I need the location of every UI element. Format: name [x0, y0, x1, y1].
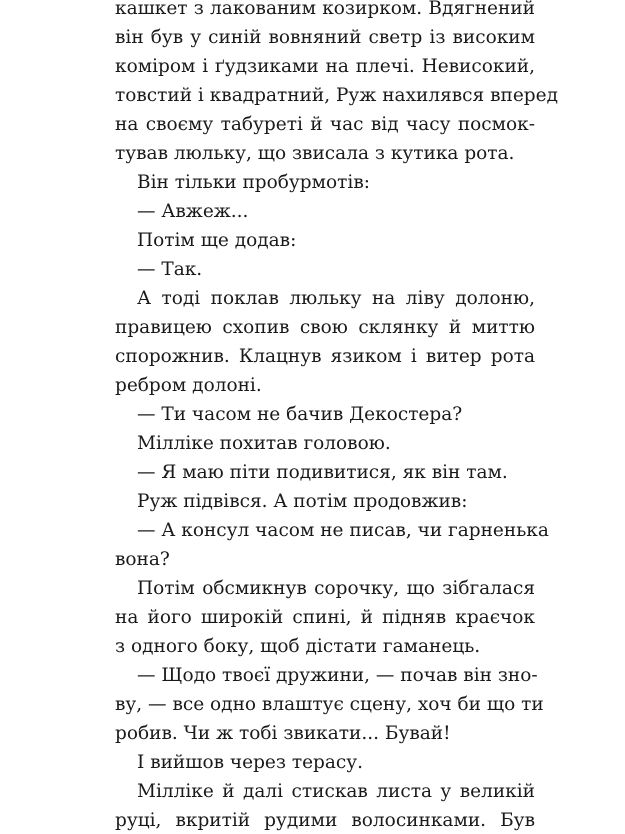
text-line: ребром долоні. — [115, 375, 262, 396]
text-line: А тоді поклав люльку на ліву долоню, — [137, 288, 535, 309]
text-line: — Щодо твоєї дружини, — почав він зно- — [137, 665, 538, 686]
text-line: з одного боку, щоб дістати гаманець. — [115, 636, 481, 657]
text-line: коміром і ґудзиками на плечі. Невисокий, — [115, 56, 535, 77]
body-text — [115, 0, 558, 834]
text-line: він був у синій вовняний светр із високим — [115, 27, 535, 48]
text-line: правицею схопив свою склянку й миттю — [115, 317, 535, 338]
text-line: Мілліке похитав головою. — [137, 433, 391, 454]
text-line: спорожнив. Клацнув язиком і витер рота — [115, 346, 535, 367]
text-line: Мілліке й далі стискав листа у великій — [137, 781, 535, 802]
text-line: на його широкій спині, й підняв краєчок — [115, 607, 535, 628]
text-line: вона? — [115, 549, 170, 570]
text-line: тував люльку, що звисала з кутика рота. — [115, 143, 515, 164]
text-line: Потім ще додав: — [137, 230, 297, 251]
text-line: — Я маю піти подивитися, як він там. — [137, 462, 508, 483]
text-line: ву, — все одно влаштує сцену, хоч би що ти — [115, 694, 544, 715]
text-line: товстий і квадратний, Руж нахилявся вперед — [115, 85, 558, 106]
text-line: — Так. — [137, 259, 203, 280]
text-line: І вийшов через терасу. — [137, 752, 364, 773]
text-line: робив. Чи ж тобі звикати... Бувай! — [115, 723, 451, 744]
text-line: Руж підвівся. А потім продовжив: — [137, 491, 468, 512]
text-line: на своєму табуреті й час від часу посмок- — [115, 114, 535, 135]
text-line: — А консул часом не писав, чи гарненька — [137, 520, 549, 541]
text-line: руці, вкритій рудими волосинками. Був — [115, 810, 535, 831]
text-line: — Авжеж... — [137, 201, 249, 222]
text-line: — Ти часом не бачив Декостера? — [137, 404, 463, 425]
text-line: кашкет з лакованим козирком. Вдягнений — [115, 0, 535, 19]
text-line: Він тільки пробурмотів: — [137, 172, 370, 193]
text-line: Потім обсмикнув сорочку, що зібгалася — [137, 578, 535, 599]
